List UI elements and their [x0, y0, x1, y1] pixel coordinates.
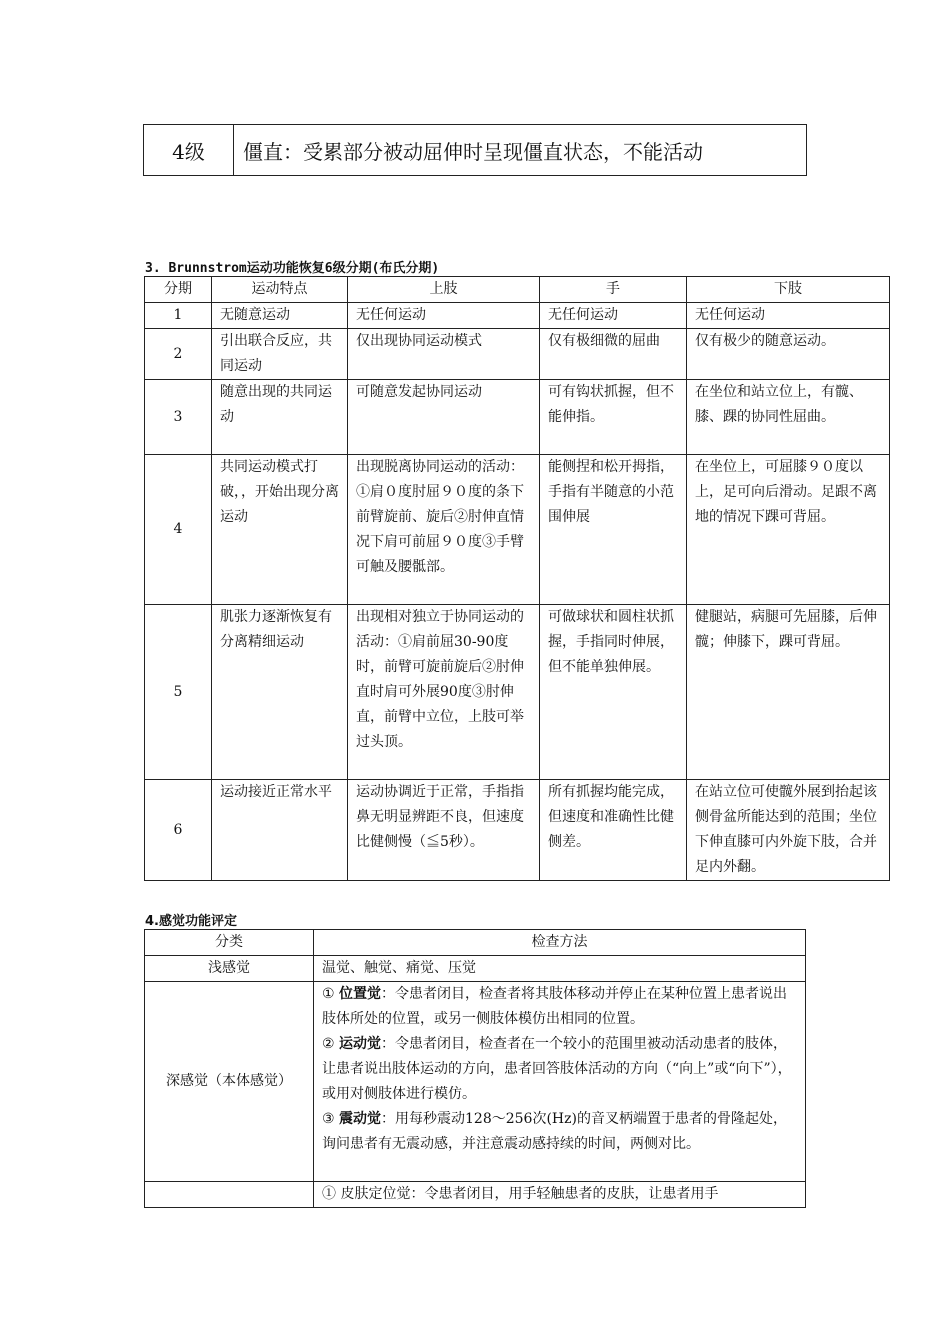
category-cell: 浅感觉	[145, 956, 314, 982]
feature-cell: 无随意运动	[212, 303, 348, 329]
header-hand: 手	[540, 277, 687, 303]
table-header-row	[145, 277, 890, 303]
upper-cell: 运动协调近于正常，手指指鼻无明显辨距不良，但速度比健侧慢（≦5秒）。	[348, 780, 540, 881]
table-row	[145, 605, 890, 780]
item-text: ：令患者闭目，检查者在一个较小的范围里被动活动患者的肢体，让患者说出肢体运动的方向，患者回答肢体活动的方向（“向上”或“向下”），或用对侧肢体进行模仿。	[322, 1036, 792, 1102]
hand-cell: 仅有极细微的屈曲	[540, 329, 687, 380]
category-cell	[145, 1182, 314, 1208]
header-feature: 运动特点	[212, 277, 348, 303]
level-description: 僵直：受累部分被动屈伸时呈现僵直状态，不能活动	[234, 125, 807, 176]
feature-cell: 共同运动模式打破，，开始出现分离运动	[212, 455, 348, 605]
sensory-table	[144, 929, 806, 1208]
item-marker: ②	[322, 1036, 340, 1052]
sensory-section-title: 4.感觉功能评定	[145, 914, 237, 929]
feature-cell: 随意出现的共同运动	[212, 380, 348, 455]
lower-cell: 健腿站，病腿可先屈膝，后伸髋；伸膝下，踝可背屈。	[687, 605, 890, 780]
method-cell: ① 皮肤定位觉：令患者闭目，用手轻触患者的皮肤，让患者用手	[314, 1182, 806, 1208]
item-term: 运动觉	[339, 1036, 382, 1052]
stage-cell: 2	[145, 329, 212, 380]
feature-cell: 运动接近正常水平	[212, 780, 348, 881]
table-row	[145, 956, 806, 982]
category-cell: 深感觉（本体感觉）	[145, 982, 314, 1182]
upper-cell: 可随意发起协同运动	[348, 380, 540, 455]
upper-cell: 出现脱离协同运动的活动：①肩０度肘屈９０度的条下前臂旋前、旋后②肘伸直情况下肩可前屈９０度③手臂可触及腰骶部。	[348, 455, 540, 605]
stage-cell: 6	[145, 780, 212, 881]
header-method: 检查方法	[314, 930, 806, 956]
hand-cell: 可有钩状抓握，但不能伸指。	[540, 380, 687, 455]
hand-cell: 无任何运动	[540, 303, 687, 329]
upper-cell: 仅出现协同运动模式	[348, 329, 540, 380]
lower-cell: 在站立位可使髋外展到抬起该侧骨盆所能达到的范围；坐位下伸直膝可内外旋下肢，合并足内外翻。	[687, 780, 890, 881]
lower-cell: 仅有极少的随意运动。	[687, 329, 890, 380]
method-item	[322, 982, 797, 1032]
header-category: 分类	[145, 930, 314, 956]
level-cell: 4级	[144, 125, 234, 176]
lower-cell: 无任何运动	[687, 303, 890, 329]
method-item	[322, 1032, 797, 1107]
table-header-row	[145, 930, 806, 956]
item-text: ：令患者闭目，检查者将其肢体移动并停止在某种位置上患者说出肢体所处的位置，或另一侧肢体模仿出相同的位置。	[322, 986, 788, 1027]
table-row	[145, 982, 806, 1182]
table-row	[145, 780, 890, 881]
spasticity-table	[143, 124, 807, 176]
brunnstrom-table	[144, 276, 890, 881]
method-cell	[314, 982, 806, 1182]
hand-cell: 可做球状和圆柱状抓握，手指同时伸展，但不能单独伸展。	[540, 605, 687, 780]
feature-cell: 肌张力逐渐恢复有分离精细运动	[212, 605, 348, 780]
table-row	[145, 329, 890, 380]
table-row	[144, 125, 807, 176]
feature-cell: 引出联合反应，共同运动	[212, 329, 348, 380]
hand-cell: 能侧捏和松开拇指，手指有半随意的小范围伸展	[540, 455, 687, 605]
header-lower-limb: 下肢	[687, 277, 890, 303]
table-row	[145, 1182, 806, 1208]
stage-cell: 3	[145, 380, 212, 455]
header-stage: 分期	[145, 277, 212, 303]
method-item	[322, 1107, 797, 1157]
item-marker: ①	[322, 986, 340, 1002]
stage-cell: 4	[145, 455, 212, 605]
table-row	[145, 303, 890, 329]
method-cell: 温觉、触觉、痛觉、压觉	[314, 956, 806, 982]
upper-cell: 出现相对独立于协同运动的活动：①肩前屈30-90度时，前臂可旋前旋后②肘伸直时肩可外展90度③肘伸直，前臂中立位，上肢可举过头顶。	[348, 605, 540, 780]
item-term: 震动觉	[339, 1111, 382, 1127]
lower-cell: 在坐位上，可屈膝９０度以上，足可向后滑动。足跟不离地的情况下踝可背屈。	[687, 455, 890, 605]
item-term: 位置觉	[339, 986, 382, 1002]
brunnstrom-section-title: 3. Brunnstrom运动功能恢复6级分期(布氏分期)	[145, 261, 440, 276]
stage-cell: 5	[145, 605, 212, 780]
upper-cell: 无任何运动	[348, 303, 540, 329]
item-marker: ③	[322, 1111, 340, 1127]
table-row	[145, 455, 890, 605]
header-upper-limb: 上肢	[348, 277, 540, 303]
lower-cell: 在坐位和站立位上，有髋、膝、踝的协同性屈曲。	[687, 380, 890, 455]
item-text: ：用每秒震动128～256次(Hz)的音叉柄端置于患者的骨隆起处，询问患者有无震动感，并注意震动感持续的时间，两侧对比。	[322, 1111, 787, 1152]
stage-cell: 1	[145, 303, 212, 329]
table-row	[145, 380, 890, 455]
hand-cell: 所有抓握均能完成，但速度和准确性比健侧差。	[540, 780, 687, 881]
